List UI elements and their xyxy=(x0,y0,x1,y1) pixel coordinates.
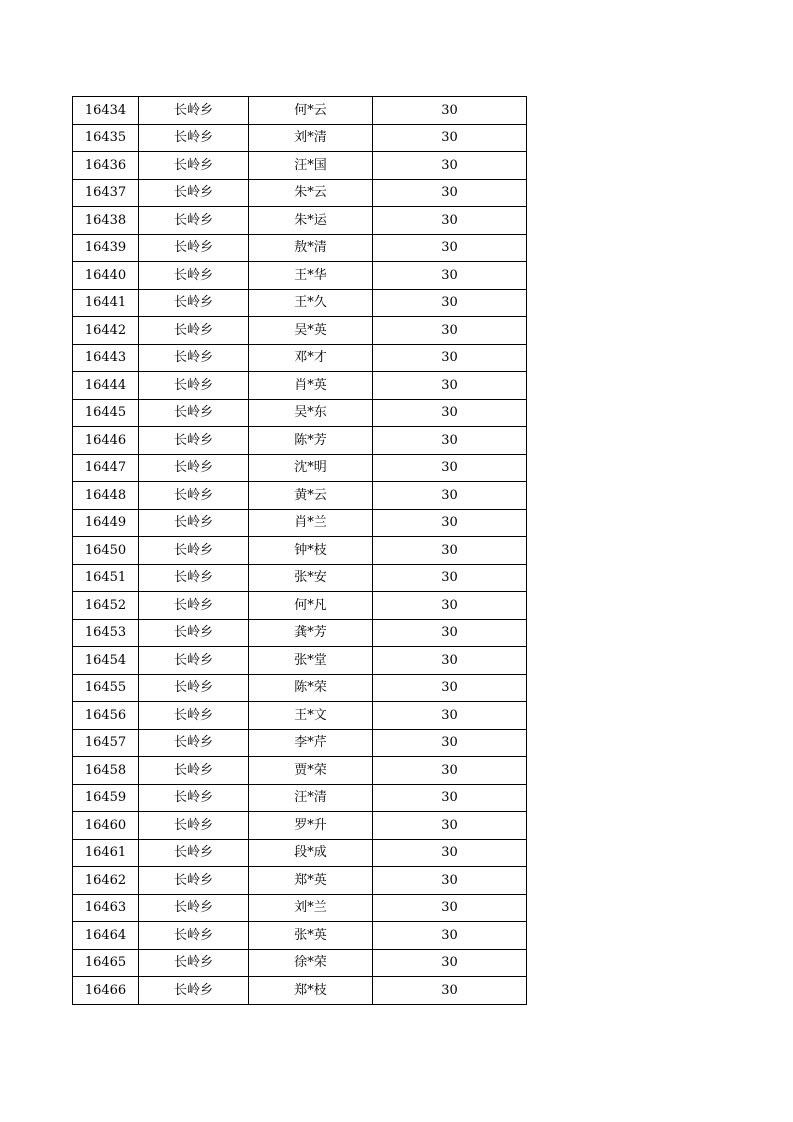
row-id-cell: 16443 xyxy=(73,344,139,372)
amount-cell: 30 xyxy=(373,289,527,317)
row-id-cell: 16455 xyxy=(73,674,139,702)
row-id-cell: 16452 xyxy=(73,592,139,620)
name-cell: 朱*运 xyxy=(249,207,373,235)
table-row xyxy=(73,592,527,620)
amount-cell: 30 xyxy=(373,97,527,125)
row-id-cell: 16447 xyxy=(73,454,139,482)
table-row xyxy=(73,977,527,1005)
table-row xyxy=(73,207,527,235)
township-cell: 长岭乡 xyxy=(139,592,249,620)
row-id-cell: 16434 xyxy=(73,97,139,125)
table-row xyxy=(73,564,527,592)
township-cell: 长岭乡 xyxy=(139,124,249,152)
table-row xyxy=(73,812,527,840)
table-row xyxy=(73,262,527,290)
township-cell: 长岭乡 xyxy=(139,207,249,235)
name-cell: 陈*芳 xyxy=(249,427,373,455)
row-id-cell: 16460 xyxy=(73,812,139,840)
name-cell: 郑*枝 xyxy=(249,977,373,1005)
name-cell: 汪*清 xyxy=(249,784,373,812)
name-cell: 何*凡 xyxy=(249,592,373,620)
amount-cell: 30 xyxy=(373,729,527,757)
table-row xyxy=(73,509,527,537)
table-row xyxy=(73,867,527,895)
row-id-cell: 16458 xyxy=(73,757,139,785)
row-id-cell: 16459 xyxy=(73,784,139,812)
amount-cell: 30 xyxy=(373,262,527,290)
township-cell: 长岭乡 xyxy=(139,702,249,730)
row-id-cell: 16464 xyxy=(73,922,139,950)
amount-cell: 30 xyxy=(373,537,527,565)
name-cell: 刘*清 xyxy=(249,124,373,152)
table-row xyxy=(73,729,527,757)
amount-cell: 30 xyxy=(373,179,527,207)
table-row xyxy=(73,234,527,262)
amount-cell: 30 xyxy=(373,867,527,895)
township-cell: 长岭乡 xyxy=(139,949,249,977)
row-id-cell: 16445 xyxy=(73,399,139,427)
township-cell: 长岭乡 xyxy=(139,427,249,455)
table-row xyxy=(73,344,527,372)
township-cell: 长岭乡 xyxy=(139,317,249,345)
amount-cell: 30 xyxy=(373,207,527,235)
township-cell: 长岭乡 xyxy=(139,784,249,812)
table-row xyxy=(73,152,527,180)
table-row xyxy=(73,427,527,455)
name-cell: 张*英 xyxy=(249,922,373,950)
township-cell: 长岭乡 xyxy=(139,482,249,510)
amount-cell: 30 xyxy=(373,427,527,455)
township-cell: 长岭乡 xyxy=(139,647,249,675)
name-cell: 刘*兰 xyxy=(249,894,373,922)
row-id-cell: 16453 xyxy=(73,619,139,647)
township-cell: 长岭乡 xyxy=(139,344,249,372)
table-row xyxy=(73,674,527,702)
township-cell: 长岭乡 xyxy=(139,894,249,922)
name-cell: 罗*升 xyxy=(249,812,373,840)
row-id-cell: 16440 xyxy=(73,262,139,290)
township-cell: 长岭乡 xyxy=(139,867,249,895)
row-id-cell: 16462 xyxy=(73,867,139,895)
amount-cell: 30 xyxy=(373,372,527,400)
table-row xyxy=(73,482,527,510)
amount-cell: 30 xyxy=(373,647,527,675)
row-id-cell: 16442 xyxy=(73,317,139,345)
row-id-cell: 16435 xyxy=(73,124,139,152)
table-row xyxy=(73,537,527,565)
amount-cell: 30 xyxy=(373,344,527,372)
township-cell: 长岭乡 xyxy=(139,537,249,565)
table-row xyxy=(73,949,527,977)
row-id-cell: 16439 xyxy=(73,234,139,262)
amount-cell: 30 xyxy=(373,702,527,730)
township-cell: 长岭乡 xyxy=(139,509,249,537)
name-cell: 王*华 xyxy=(249,262,373,290)
name-cell: 王*文 xyxy=(249,702,373,730)
table-row xyxy=(73,647,527,675)
township-cell: 长岭乡 xyxy=(139,152,249,180)
row-id-cell: 16437 xyxy=(73,179,139,207)
row-id-cell: 16456 xyxy=(73,702,139,730)
row-id-cell: 16444 xyxy=(73,372,139,400)
name-cell: 徐*荣 xyxy=(249,949,373,977)
name-cell: 吴*英 xyxy=(249,317,373,345)
name-cell: 张*堂 xyxy=(249,647,373,675)
name-cell: 沈*明 xyxy=(249,454,373,482)
township-cell: 长岭乡 xyxy=(139,812,249,840)
amount-cell: 30 xyxy=(373,317,527,345)
table-body xyxy=(73,97,527,1005)
name-cell: 何*云 xyxy=(249,97,373,125)
amount-cell: 30 xyxy=(373,977,527,1005)
row-id-cell: 16454 xyxy=(73,647,139,675)
row-id-cell: 16461 xyxy=(73,839,139,867)
table-row xyxy=(73,454,527,482)
table-row xyxy=(73,619,527,647)
row-id-cell: 16457 xyxy=(73,729,139,757)
row-id-cell: 16450 xyxy=(73,537,139,565)
township-cell: 长岭乡 xyxy=(139,454,249,482)
township-cell: 长岭乡 xyxy=(139,757,249,785)
amount-cell: 30 xyxy=(373,454,527,482)
township-cell: 长岭乡 xyxy=(139,289,249,317)
table-row xyxy=(73,757,527,785)
name-cell: 龚*芳 xyxy=(249,619,373,647)
name-cell: 邓*才 xyxy=(249,344,373,372)
amount-cell: 30 xyxy=(373,124,527,152)
row-id-cell: 16446 xyxy=(73,427,139,455)
amount-cell: 30 xyxy=(373,399,527,427)
table-row xyxy=(73,784,527,812)
township-cell: 长岭乡 xyxy=(139,674,249,702)
township-cell: 长岭乡 xyxy=(139,234,249,262)
name-cell: 钟*枝 xyxy=(249,537,373,565)
row-id-cell: 16436 xyxy=(73,152,139,180)
row-id-cell: 16438 xyxy=(73,207,139,235)
table-row xyxy=(73,179,527,207)
amount-cell: 30 xyxy=(373,564,527,592)
name-cell: 朱*云 xyxy=(249,179,373,207)
amount-cell: 30 xyxy=(373,234,527,262)
name-cell: 郑*英 xyxy=(249,867,373,895)
amount-cell: 30 xyxy=(373,839,527,867)
name-cell: 黄*云 xyxy=(249,482,373,510)
name-cell: 吴*东 xyxy=(249,399,373,427)
township-cell: 长岭乡 xyxy=(139,399,249,427)
township-cell: 长岭乡 xyxy=(139,729,249,757)
table-row xyxy=(73,922,527,950)
amount-cell: 30 xyxy=(373,509,527,537)
row-id-cell: 16465 xyxy=(73,949,139,977)
name-cell: 敖*清 xyxy=(249,234,373,262)
amount-cell: 30 xyxy=(373,674,527,702)
name-cell: 肖*兰 xyxy=(249,509,373,537)
township-cell: 长岭乡 xyxy=(139,97,249,125)
amount-cell: 30 xyxy=(373,784,527,812)
document-page xyxy=(72,96,527,1005)
name-cell: 肖*英 xyxy=(249,372,373,400)
table-row xyxy=(73,372,527,400)
table-row xyxy=(73,702,527,730)
name-cell: 段*成 xyxy=(249,839,373,867)
township-cell: 长岭乡 xyxy=(139,839,249,867)
table-row xyxy=(73,124,527,152)
table-row xyxy=(73,839,527,867)
township-cell: 长岭乡 xyxy=(139,922,249,950)
row-id-cell: 16466 xyxy=(73,977,139,1005)
township-cell: 长岭乡 xyxy=(139,262,249,290)
amount-cell: 30 xyxy=(373,757,527,785)
amount-cell: 30 xyxy=(373,619,527,647)
amount-cell: 30 xyxy=(373,482,527,510)
name-cell: 陈*荣 xyxy=(249,674,373,702)
township-cell: 长岭乡 xyxy=(139,619,249,647)
table-row xyxy=(73,97,527,125)
township-cell: 长岭乡 xyxy=(139,179,249,207)
amount-cell: 30 xyxy=(373,894,527,922)
table-row xyxy=(73,894,527,922)
name-cell: 李*芹 xyxy=(249,729,373,757)
amount-cell: 30 xyxy=(373,949,527,977)
table-row xyxy=(73,317,527,345)
data-table xyxy=(72,96,527,1005)
row-id-cell: 16449 xyxy=(73,509,139,537)
row-id-cell: 16451 xyxy=(73,564,139,592)
row-id-cell: 16448 xyxy=(73,482,139,510)
table-row xyxy=(73,399,527,427)
amount-cell: 30 xyxy=(373,812,527,840)
name-cell: 张*安 xyxy=(249,564,373,592)
amount-cell: 30 xyxy=(373,922,527,950)
township-cell: 长岭乡 xyxy=(139,977,249,1005)
row-id-cell: 16441 xyxy=(73,289,139,317)
township-cell: 长岭乡 xyxy=(139,564,249,592)
name-cell: 王*久 xyxy=(249,289,373,317)
row-id-cell: 16463 xyxy=(73,894,139,922)
name-cell: 汪*国 xyxy=(249,152,373,180)
township-cell: 长岭乡 xyxy=(139,372,249,400)
name-cell: 贾*荣 xyxy=(249,757,373,785)
amount-cell: 30 xyxy=(373,592,527,620)
amount-cell: 30 xyxy=(373,152,527,180)
table-row xyxy=(73,289,527,317)
